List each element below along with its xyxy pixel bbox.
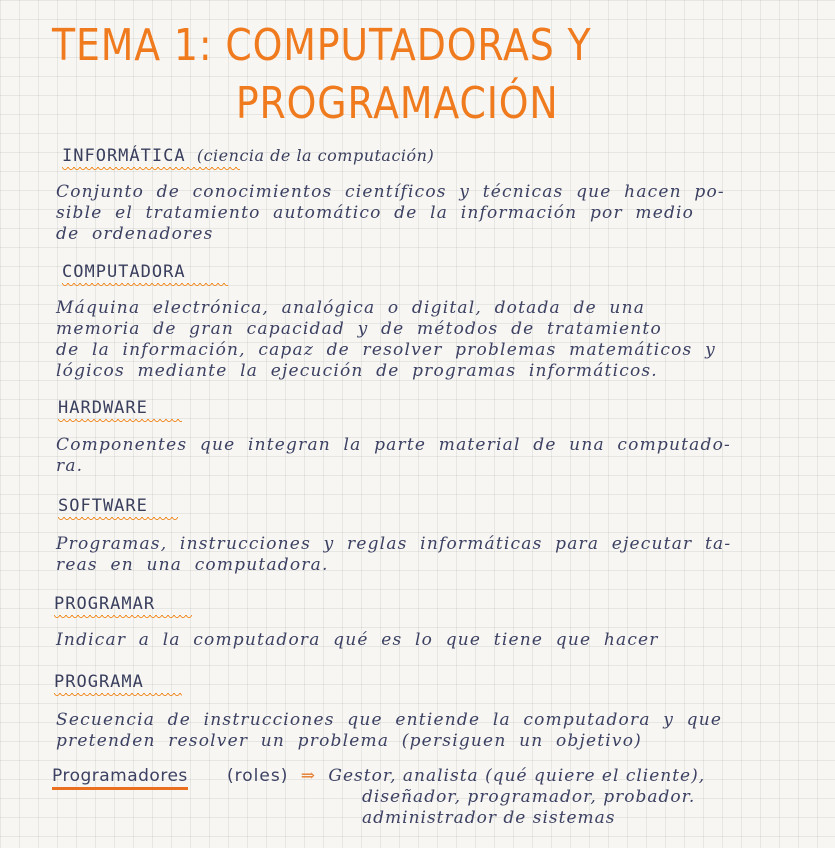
roles-text-2: diseñador, programador, probador.: [362, 787, 696, 807]
term-informatica-note: (ciencia de la computación): [196, 146, 435, 165]
term-informatica-label: INFORMÁTICA: [62, 146, 186, 166]
term-programa-label: PROGRAMA: [54, 672, 144, 692]
term-computadora-label: COMPUTADORA: [62, 262, 186, 282]
definition-line: Secuencia de instrucciones que entiende la computadora y que: [56, 710, 723, 730]
term-computadora-underline: [62, 283, 228, 288]
definition-line: pretenden resolver un problema (persiguen un objetivo): [56, 731, 642, 751]
term-informatica-underline: [62, 167, 240, 172]
definition-line: Componentes que integran la parte material de una computado-: [56, 435, 731, 455]
definition-line: Indicar a la computadora qué es lo que tiene que hacer: [56, 630, 659, 650]
page-title-line-2: PROGRAMACIÓN: [235, 78, 559, 129]
definition-programa: [56, 710, 816, 752]
term-hardware: [58, 398, 182, 424]
definition-informatica: [56, 182, 816, 245]
programadores-block: [52, 766, 832, 828]
term-hardware-underline: [58, 419, 182, 424]
definition-line: de ordenadores: [56, 224, 214, 244]
term-software-underline: [58, 517, 178, 522]
term-software: [58, 496, 178, 522]
term-software-label: SOFTWARE: [58, 496, 148, 516]
definition-line: Máquina electrónica, analógica o digital, dotada de una: [56, 298, 646, 318]
arrow-icon: ⇒: [300, 766, 316, 786]
term-computadora: [62, 262, 228, 288]
roles-line-1: [227, 766, 705, 786]
roles-note: (roles): [227, 766, 289, 786]
definition-software: [56, 534, 816, 576]
definition-hardware: [56, 435, 816, 477]
term-programadores: Programadores: [52, 766, 188, 790]
roles-text-1: Gestor, analista (qué quiere el cliente),: [328, 766, 706, 786]
definition-line: lógicos mediante la ejecución de programas informáticos.: [56, 361, 658, 381]
definition-line: sible el tratamiento automático de la información por medio: [56, 203, 695, 223]
term-programar: [54, 594, 192, 620]
term-programa: [54, 672, 182, 698]
definition-line: Conjunto de conocimientos científicos y técnicas que hacen po-: [56, 182, 725, 202]
definition-line: ra.: [56, 456, 84, 476]
definition-line: Programas, instrucciones y reglas informáticas para ejecutar ta-: [56, 534, 732, 554]
definition-line: memoria de gran capacidad y de métodos de tratamiento: [56, 319, 662, 339]
roles-text-3: administrador de sistemas: [362, 808, 616, 828]
definition-line: de la información, capaz de resolver problemas matemáticos y: [56, 340, 716, 360]
term-programar-underline: [54, 615, 192, 620]
term-hardware-label: HARDWARE: [58, 398, 148, 418]
page-title-line-1: TEMA 1: COMPUTADORAS Y: [52, 20, 592, 71]
definition-programar: [56, 630, 816, 651]
definition-line: reas en una computadora.: [56, 555, 329, 575]
term-informatica: [62, 146, 434, 172]
definition-computadora: [56, 298, 816, 382]
term-programa-underline: [54, 693, 182, 698]
term-programar-label: PROGRAMAR: [54, 594, 156, 614]
